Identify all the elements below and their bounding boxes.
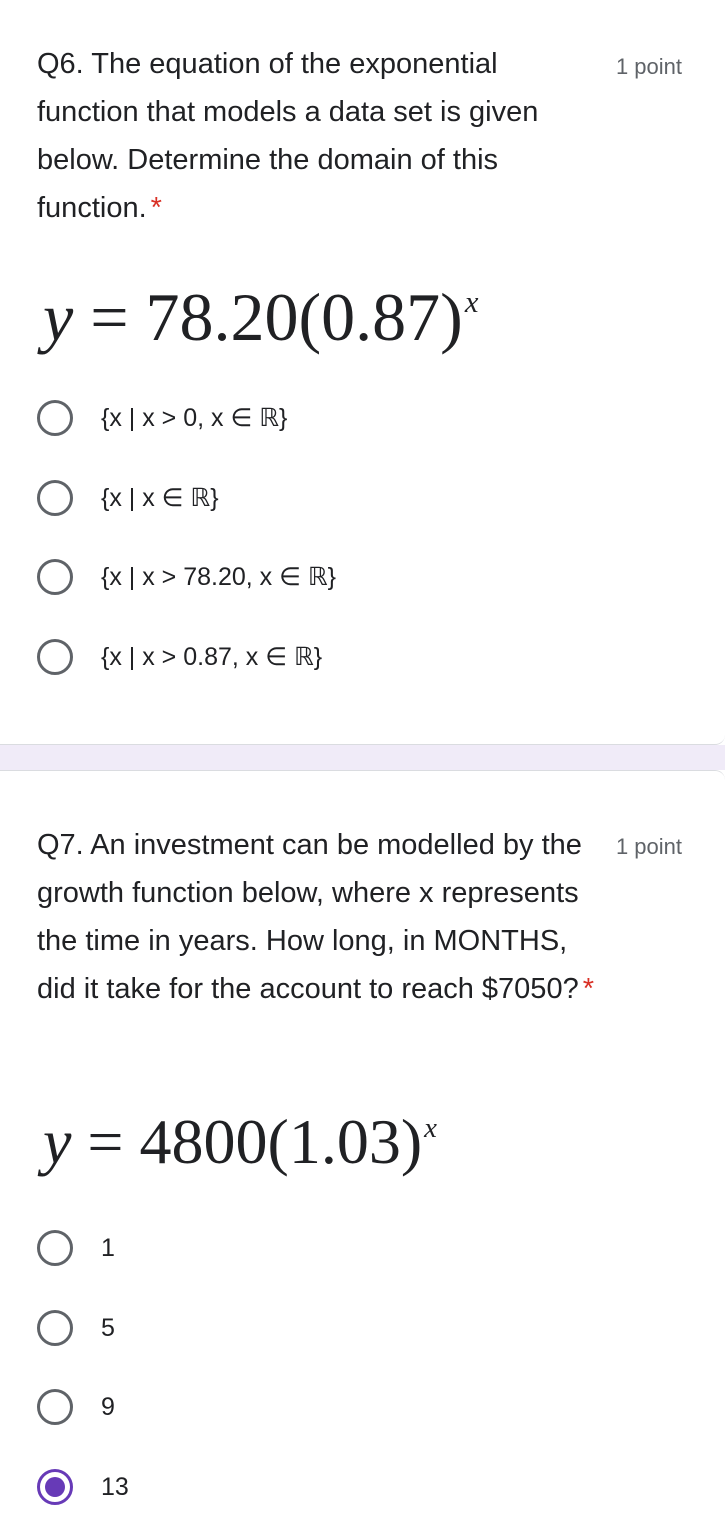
radio-option[interactable] <box>37 555 336 599</box>
radio-checked-dot <box>45 1477 65 1497</box>
equation-body: = 78.20(0.87) <box>73 279 463 355</box>
radio-button[interactable] <box>37 1230 73 1266</box>
radio-option[interactable] <box>37 1226 115 1270</box>
option-label: 9 <box>101 1392 115 1421</box>
equation-variable: y <box>43 279 74 355</box>
option-label: {x | x > 0, x ∈ ℝ} <box>101 404 288 432</box>
radio-option[interactable] <box>37 635 322 679</box>
question-text: Q6. The equation of the exponential function that models a data set is given below. Determine the domain of this function. <box>37 48 539 224</box>
radio-button[interactable] <box>37 480 73 516</box>
equation-image <box>43 278 478 357</box>
question-title <box>37 821 597 1013</box>
radio-button[interactable] <box>37 559 73 595</box>
required-asterisk: * <box>150 192 162 224</box>
option-label: {x | x ∈ ℝ} <box>101 484 219 512</box>
card-separator <box>0 745 725 770</box>
equation-exponent: x <box>464 285 479 320</box>
option-label: {x | x > 78.20, x ∈ ℝ} <box>101 563 336 591</box>
points-label: 1 point <box>615 834 682 859</box>
option-label: 1 <box>101 1233 115 1262</box>
equation-exponent: x <box>424 1112 437 1145</box>
radio-button[interactable] <box>37 400 73 436</box>
question-card-q6 <box>0 0 725 745</box>
equation-variable: y <box>43 1106 72 1177</box>
points-label: 1 point <box>615 54 682 79</box>
radio-option[interactable] <box>37 1385 115 1429</box>
radio-option[interactable] <box>37 396 287 440</box>
equation-image <box>43 1105 437 1179</box>
required-asterisk: * <box>582 973 594 1005</box>
option-label: 13 <box>101 1472 129 1501</box>
radio-button[interactable] <box>37 639 73 675</box>
equation-body: = 4800(1.03) <box>71 1106 423 1177</box>
radio-button-checked[interactable] <box>37 1469 73 1505</box>
question-title <box>37 40 597 232</box>
option-label: {x | x > 0.87, x ∈ ℝ} <box>101 643 323 671</box>
question-card-q7 <box>0 770 725 1539</box>
radio-option[interactable] <box>37 1306 115 1350</box>
radio-button[interactable] <box>37 1310 73 1346</box>
question-text: Q7. An investment can be modelled by the growth function below, where x represents the time in years. How long, in MONTHS, did it take for the account to reach $7050? <box>37 829 582 1005</box>
option-label: 5 <box>101 1313 115 1342</box>
radio-button[interactable] <box>37 1389 73 1425</box>
radio-option-selected[interactable] <box>37 1465 129 1509</box>
radio-option[interactable] <box>37 476 219 520</box>
